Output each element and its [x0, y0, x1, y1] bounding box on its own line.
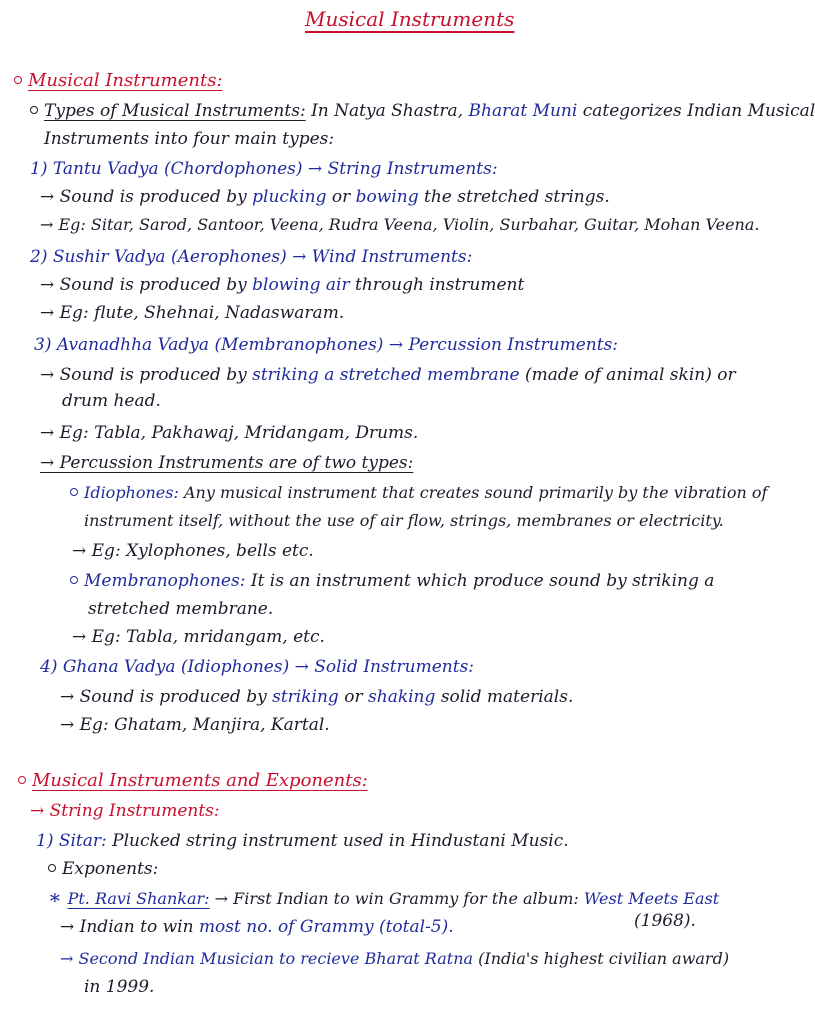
avanadhha-sound-line-2: drum head.: [62, 391, 161, 411]
string-instruments-label: → String Instruments:: [307, 159, 498, 179]
ghana-vadya-label: 4) Ghana Vadya (Idiophones): [40, 657, 290, 677]
sound-text: → Sound is produced by: [40, 365, 247, 385]
sushir-example-line: → Eg: flute, Shehnai, Nadaswaram.: [40, 303, 345, 323]
ring-bullet-icon: [30, 106, 38, 114]
ghana-vadya-heading: [40, 656, 474, 678]
through-instrument-text: through instrument: [355, 275, 525, 295]
tantu-example-line: → Eg: Sitar, Sarod, Santoor, Veena, Rudra Veena, Violin, Surbahar, Guitar, Mohan Veena.: [40, 215, 760, 234]
avanadhha-vadya-label: 3) Avanadhha Vadya (Membranophones): [34, 335, 384, 355]
categorizes-text: categorizes Indian Musical: [582, 101, 815, 121]
sitar-description: Plucked string instrument used in Hindustani Music.: [112, 831, 569, 851]
or-text: or: [344, 687, 363, 707]
solid-materials-text: solid materials.: [440, 687, 574, 707]
star-bullet-icon: ∗: [48, 885, 62, 909]
album-year: (1968).: [634, 911, 696, 931]
sitar-line: [36, 830, 569, 852]
membranophones-line: [70, 570, 714, 592]
section-heading-text: Musical Instruments and Exponents:: [32, 770, 368, 791]
sushir-vadya-heading: [30, 246, 472, 268]
ring-bullet-icon: [70, 488, 78, 496]
animal-skin-text: (made of animal skin) or: [525, 365, 736, 385]
sushir-sound-line: [40, 274, 524, 296]
idiophones-label: Idiophones:: [84, 483, 179, 502]
striking-membrane-text: striking a stretched membrane: [252, 365, 520, 385]
membranophones-definition: It is an instrument which produce sound by striking a: [250, 571, 715, 591]
west-meets-east-text: West Meets East: [583, 889, 720, 908]
ring-bullet-icon: [48, 864, 56, 872]
types-label: Types of Musical Instruments:: [44, 101, 306, 121]
ring-bullet-icon: [70, 576, 78, 584]
avanadhha-example-line: → Eg: Tabla, Pakhawaj, Mridangam, Drums.: [40, 423, 419, 443]
avanadhha-sound-line: [40, 364, 736, 386]
tantu-sound-line: [40, 186, 610, 208]
ghana-example-line: → Eg: Ghatam, Manjira, Kartal.: [60, 715, 330, 735]
shaking-text: shaking: [368, 687, 436, 707]
highest-civilian-award-text: (India's highest civilian award): [478, 949, 730, 968]
bowing-text: bowing: [355, 187, 419, 207]
exponents-line: [48, 858, 158, 880]
ghana-sound-line: [60, 686, 573, 708]
membranophones-example: → Eg: Tabla, mridangam, etc.: [72, 627, 325, 647]
sound-text: → Sound is produced by: [40, 275, 247, 295]
solid-instruments-label: → Solid Instruments:: [294, 657, 475, 677]
indian-to-win-text: → Indian to win: [60, 917, 194, 937]
ravi-shankar-label: Pt. Ravi Shankar:: [67, 889, 210, 908]
percussion-types-line: → Percussion Instruments are of two types:: [40, 453, 414, 473]
idiophones-definition: Any musical instrument that creates sound primarily by the vibration of: [183, 483, 768, 502]
strings-text: the stretched strings.: [424, 187, 610, 207]
tantu-vadya-label: 1) Tantu Vadya (Chordophones): [30, 159, 303, 179]
idiophones-line-2: instrument itself, without the use of air flow, strings, membranes or electricity.: [84, 511, 724, 530]
most-grammy-line: [60, 916, 454, 938]
wind-instruments-label: → Wind Instruments:: [292, 247, 473, 267]
bharat-muni-text: Bharat Muni: [468, 101, 578, 121]
tantu-vadya-heading: [30, 158, 498, 180]
sitar-label: 1) Sitar:: [36, 831, 107, 851]
types-line-2: Instruments into four main types:: [44, 129, 335, 149]
second-indian-text: → Second Indian Musician to recieve: [60, 949, 360, 968]
idiophones-line: [70, 482, 767, 504]
section-heading-musical-instruments: [14, 70, 223, 92]
section-heading-text: Musical Instruments:: [28, 70, 223, 91]
page-title: Musical Instruments: [305, 7, 515, 31]
membranophones-label: Membranophones:: [84, 571, 246, 591]
sound-text: → Sound is produced by: [40, 187, 247, 207]
most-grammy-text: most no. of Grammy (total-5).: [198, 917, 454, 937]
string-instruments-subheading: → String Instruments:: [30, 801, 220, 821]
avanadhha-vadya-heading: [34, 334, 618, 356]
idiophones-example: → Eg: Xylophones, bells etc.: [72, 541, 314, 561]
ring-bullet-icon: [18, 776, 26, 784]
bharat-ratna-line: [60, 948, 729, 970]
membranophones-line-2: stretched membrane.: [88, 599, 274, 619]
sound-text: → Sound is produced by: [60, 687, 267, 707]
section-heading-instruments-exponents: [18, 770, 368, 792]
first-grammy-text: → First Indian to win Grammy for the album:: [214, 889, 579, 908]
striking-text: striking: [272, 687, 339, 707]
types-line-1: [30, 100, 815, 122]
bharat-ratna-text: Bharat Ratna: [364, 949, 474, 968]
exponents-label: Exponents:: [62, 859, 159, 879]
sushir-vadya-label: 2) Sushir Vadya (Aerophones): [30, 247, 287, 267]
plucking-text: plucking: [252, 187, 327, 207]
ring-bullet-icon: [14, 76, 22, 84]
bharat-ratna-year: in 1999.: [84, 977, 155, 997]
percussion-instruments-label: → Percussion Instruments:: [388, 335, 619, 355]
or-text: or: [331, 187, 351, 207]
ravi-shankar-line: [48, 886, 719, 910]
natya-shastra-text: In Natya Shastra,: [311, 101, 464, 121]
blowing-air-text: blowing air: [252, 275, 350, 295]
